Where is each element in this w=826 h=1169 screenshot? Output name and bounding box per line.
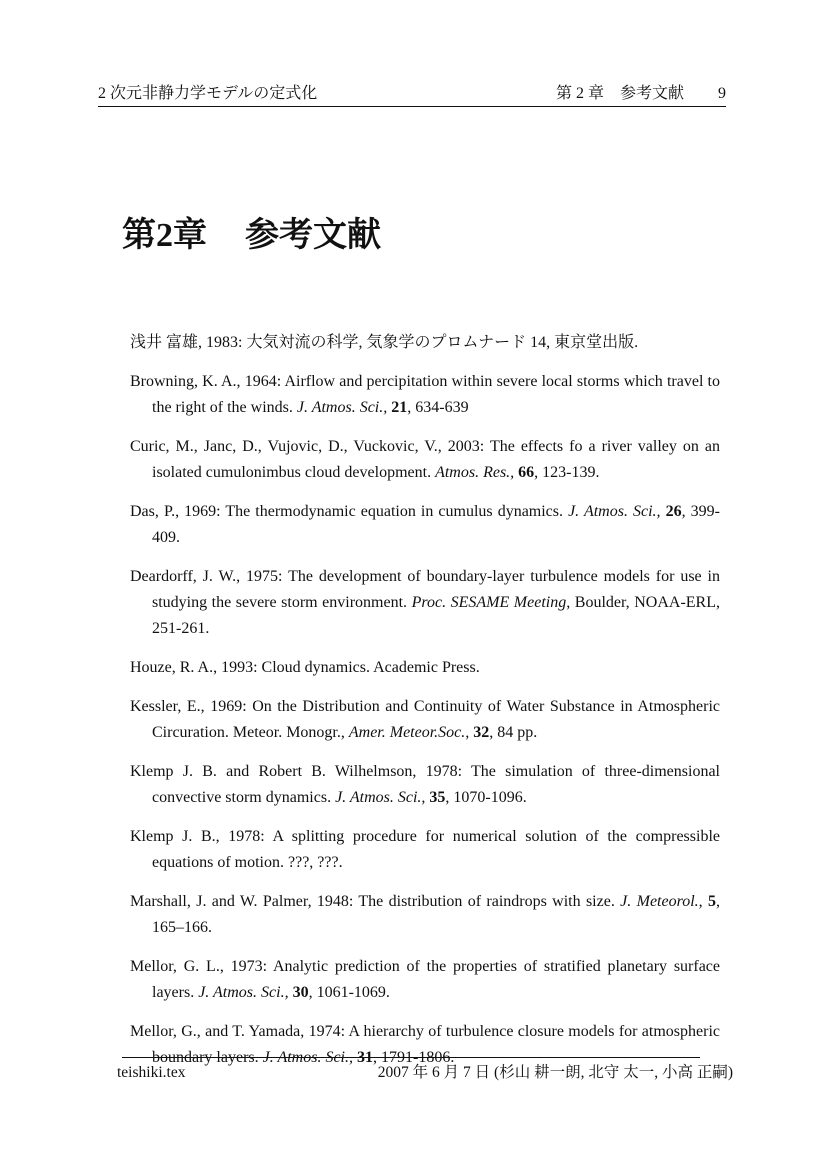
reference-segment-normal: Browning, K. A., 1964: Airflow and percipitation within severe local storms which travel to the right of the winds. [130,373,720,416]
reference-segment-normal: , 1070-1096. [445,789,527,806]
reference-segment-normal: Houze, R. A., 1993: Cloud dynamics. Academic Press. [130,659,480,676]
reference-list [130,330,720,1084]
reference-segment-normal: , 1061-1069. [308,984,390,1001]
reference-segment-normal: , 399-409. [152,503,721,546]
chapter-number: 第2章 [122,217,207,254]
reference-segment-normal: , 1791-1806. [373,1049,455,1066]
reference-segment-bold: 66 [518,464,535,481]
reference-entry [130,759,720,811]
reference-entry [130,564,720,642]
reference-segment-normal: Klemp J. B. and Robert B. Wilhelmson, 1978: The simulation of three-dimensional convective storm dynamics. [130,763,720,806]
reference-segment-normal: Das, P., 1969: The thermodynamic equation in cumulus dynamics. [130,503,569,520]
header-section-title: 2 次元非静力学モデルの定式化 [98,85,318,102]
reference-segment-italic: J. Atmos. Sci., [198,984,293,1001]
reference-entry [130,954,720,1006]
reference-entry [130,330,720,356]
reference-segment-italic: J. Meteorol., [620,893,709,910]
reference-entry [130,655,720,681]
reference-segment-normal: Boulder, NOAA-ERL, 251-261. [152,594,720,637]
reference-entry [130,369,720,421]
page-footer [117,1062,733,1084]
reference-segment-italic: J. Atmos. Sci., [335,789,430,806]
reference-segment-normal: , 84 pp. [489,724,538,741]
reference-segment-normal: Kessler, E., 1969: On the Distribution and Continuity of Water Substance in Atmospheric Circuration. Meteor. Monogr., [130,698,720,741]
reference-segment-bold: 21 [391,399,408,416]
reference-segment-normal: Mellor, G., and T. Yamada, 1974: A hierarchy of turbulence closure models for atmospheric boundary layers. [130,1023,720,1066]
reference-segment-italic: J. Atmos. Sci., [262,1049,357,1066]
reference-segment-normal: , 123-139. [534,464,600,481]
reference-entry [130,499,720,551]
reference-segment-bold: 30 [292,984,309,1001]
reference-segment-italic: Atmos. Res., [435,464,519,481]
chapter-title-text: 参考文献 [245,217,381,254]
reference-segment-bold: 31 [357,1049,373,1066]
reference-segment-normal: , 165–166. [152,893,721,936]
reference-segment-italic: J. Atmos. Sci., [296,399,392,416]
reference-entry [130,694,720,746]
reference-segment-normal: Curic, M., Janc, D., Vujovic, D., Vuckovic, V., 2003: The effects fo a river valley on an isolated cumulonimbus cloud development. [130,438,720,481]
chapter-title [122,216,381,256]
reference-segment-normal: Deardorff, J. W., 1975: The development of boundary-layer turbulence models for use in studying the severe storm environment. [130,568,720,611]
reference-entry [130,824,720,876]
reference-segment-italic: J. Atmos. Sci., [568,503,666,520]
reference-segment-italic: Proc. SESAME Meeting, [411,594,571,611]
reference-segment-normal: Mellor, G. L., 1973: Analytic prediction of the properties of stratified planetary surface layers. [130,958,720,1001]
reference-segment-italic: Amer. Meteor.Soc., [348,724,474,741]
reference-segment-bold: 32 [473,724,490,741]
reference-entry [130,434,720,486]
header-right-group [556,84,726,104]
reference-segment-bold: 35 [429,789,446,806]
reference-segment-bold: 5 [708,893,717,910]
footer-filename: teishiki.tex [117,1064,186,1081]
reference-segment-normal: 浅井 富雄, 1983: 大気対流の科学, 気象学のプロムナード 14, 東京堂出版. [130,334,639,351]
footer-rule [122,1057,700,1058]
page-header [98,84,726,107]
header-chapter-mark: 第 2 章 参考文献 [555,85,684,102]
reference-segment-normal: Klemp J. B., 1978: A splitting procedure for numerical solution of the compressible equations of motion. ???, ???. [130,828,720,871]
footer-date-authors: 2007 年 6 月 7 日 (杉山 耕一朗, 北守 太一, 小高 正嗣) [377,1064,733,1081]
reference-segment-normal: Marshall, J. and W. Palmer, 1948: The distribution of raindrops with size. [130,893,621,910]
reference-segment-bold: 26 [665,503,682,520]
reference-entry [130,889,720,941]
reference-segment-normal: , 634-639 [407,399,469,416]
header-page-number: 9 [718,85,726,102]
